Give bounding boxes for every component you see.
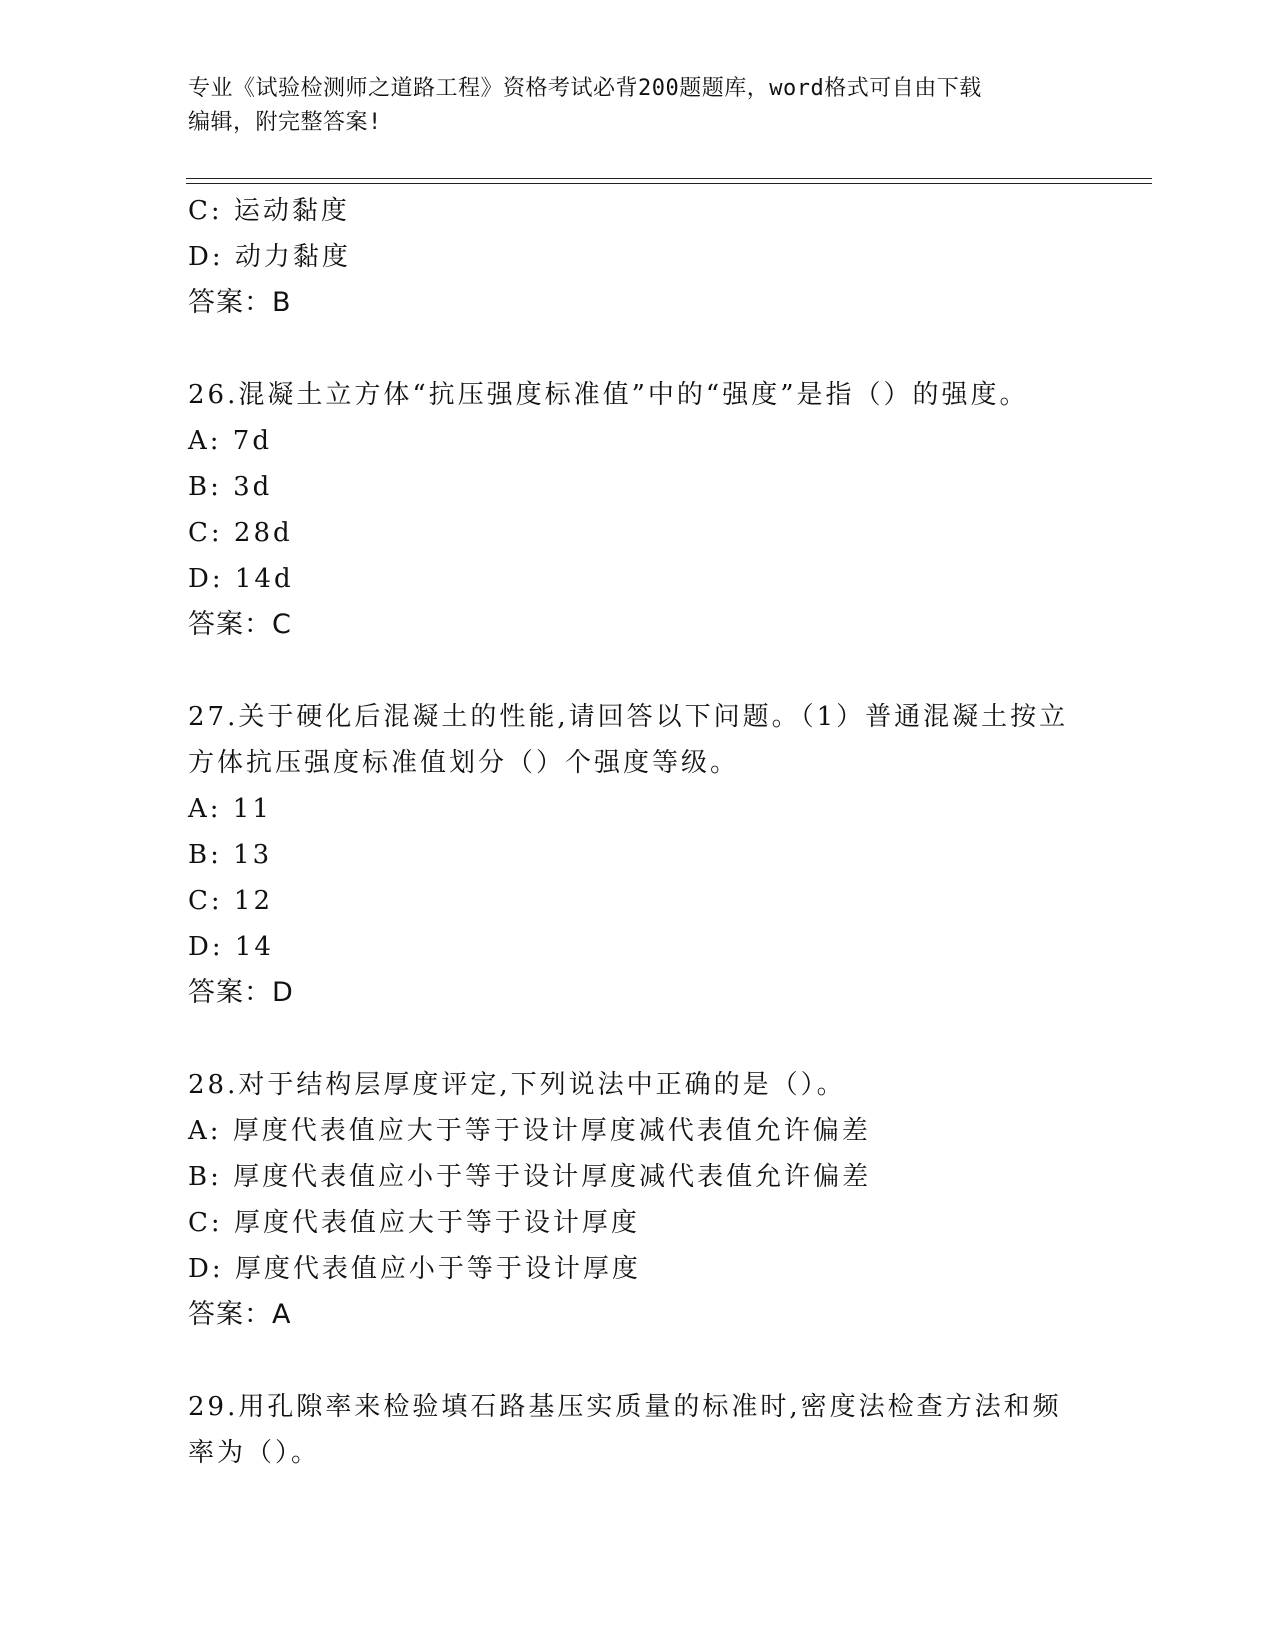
option-b: B: 13	[188, 840, 273, 870]
question-27	[188, 694, 1088, 1016]
spacer	[188, 326, 1088, 372]
option-b: B: 3d	[188, 472, 273, 502]
spacer	[188, 648, 1088, 694]
option-a: A: 7d	[188, 426, 272, 456]
option-c: C: 12	[188, 886, 274, 916]
question-26	[188, 372, 1088, 648]
question-list	[188, 188, 1088, 1476]
option-d: D: 14	[188, 932, 274, 962]
option-c: C: 厚度代表值应大于等于设计厚度	[188, 1208, 640, 1238]
page-header	[188, 72, 1068, 140]
header-divider-top	[186, 178, 1152, 179]
option-c: C: 28d	[188, 518, 293, 548]
question-stem: 26.混凝土立方体“抗压强度标准值”中的“强度”是指（）的强度。	[188, 380, 1029, 410]
header-title-line1: 专业《试验检测师之道路工程》资格考试必背200题题库，word格式可自由下载	[188, 76, 982, 101]
option-c: C: 运动黏度	[188, 196, 350, 226]
answer-label: 答案：A	[188, 1299, 292, 1330]
spacer	[188, 1338, 1088, 1384]
question-stem-line1: 27.关于硬化后混凝土的性能,请回答以下问题。（1）普通混凝土按立	[188, 702, 1069, 732]
answer-label: 答案：B	[188, 287, 292, 318]
answer-label: 答案：C	[188, 609, 292, 640]
question-25-tail	[188, 188, 1088, 326]
spacer	[188, 1016, 1088, 1062]
question-stem-line2: 率为（）。	[188, 1438, 321, 1468]
question-stem: 28.对于结构层厚度评定,下列说法中正确的是（）。	[188, 1070, 846, 1100]
question-stem-line2: 方体抗压强度标准值划分（）个强度等级。	[188, 748, 740, 778]
question-29	[188, 1384, 1088, 1476]
option-b: B: 厚度代表值应小于等于设计厚度减代表值允许偏差	[188, 1162, 872, 1192]
option-d: D: 动力黏度	[188, 242, 351, 272]
header-divider-bottom	[186, 183, 1152, 184]
option-d: D: 厚度代表值应小于等于设计厚度	[188, 1254, 641, 1284]
option-d: D: 14d	[188, 564, 294, 594]
answer-label: 答案：D	[188, 977, 294, 1008]
option-a: A: 厚度代表值应大于等于设计厚度减代表值允许偏差	[188, 1116, 871, 1146]
question-28	[188, 1062, 1088, 1338]
header-title-line2: 编辑，附完整答案!	[188, 110, 382, 135]
question-stem-line1: 29.用孔隙率来检验填石路基压实质量的标准时,密度法检查方法和频	[188, 1392, 1062, 1422]
option-a: A: 11	[188, 794, 272, 824]
